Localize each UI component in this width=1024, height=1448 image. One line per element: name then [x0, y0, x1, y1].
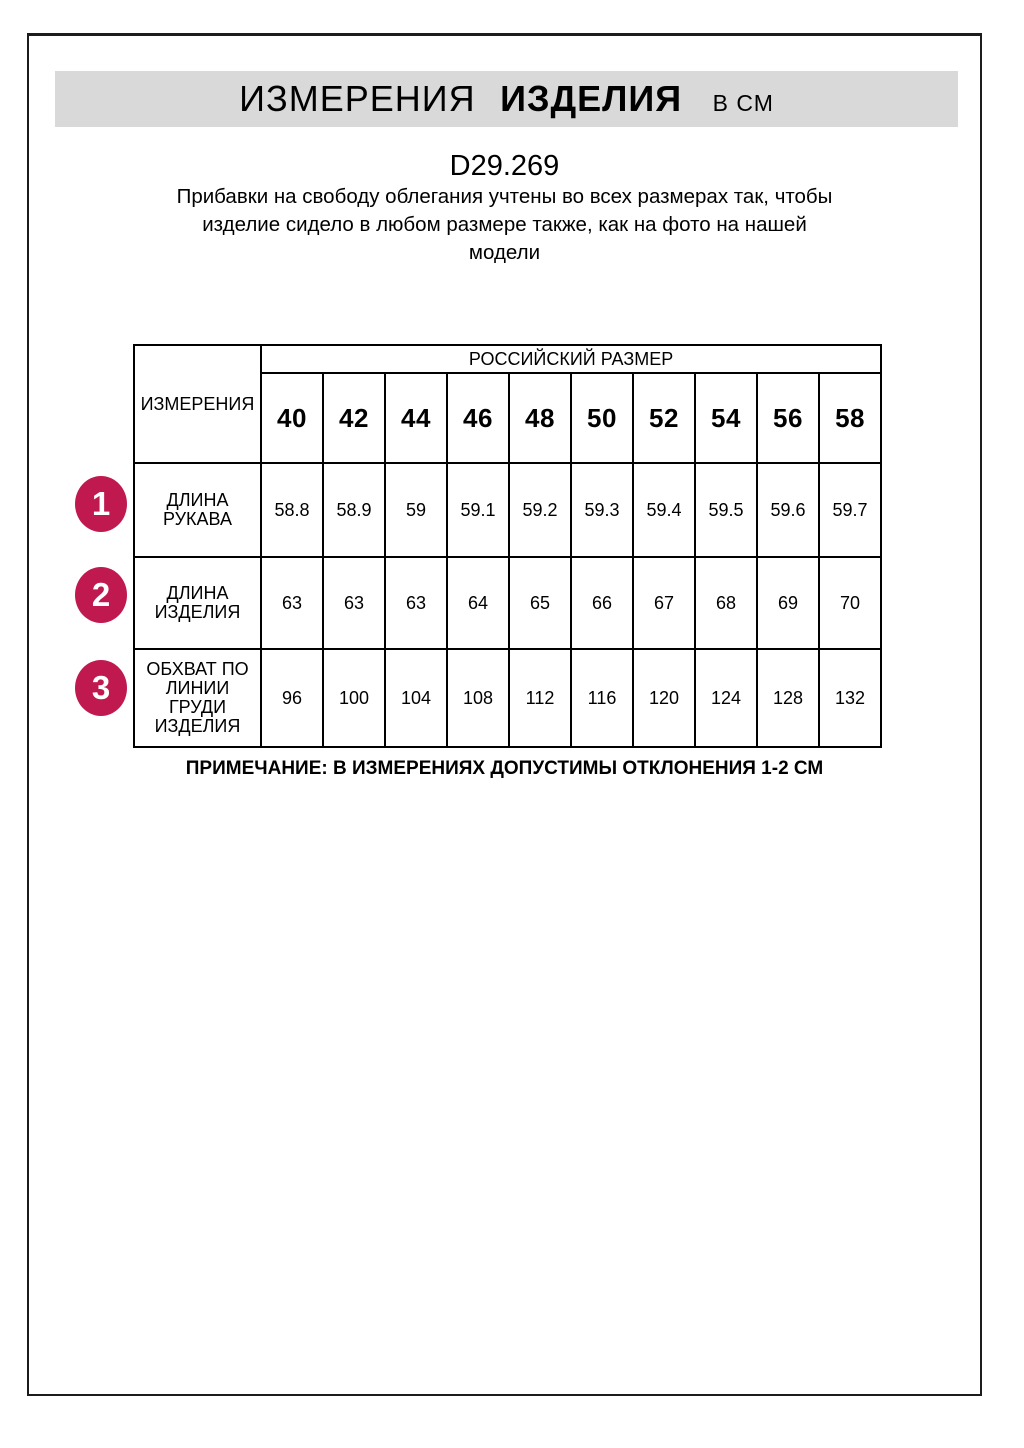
table-row-chest-girth: [134, 649, 881, 747]
value-cell: 116: [571, 649, 633, 747]
value-cell: 63: [261, 557, 323, 649]
size-header-cell: 44: [385, 373, 447, 463]
value-cell: 128: [757, 649, 819, 747]
model-number: D29.269: [449, 150, 560, 182]
value-cell: 63: [323, 557, 385, 649]
page-border: [27, 33, 982, 1396]
value-cell: 59: [385, 463, 447, 557]
value-cell: 70: [819, 557, 881, 649]
value-cell: 64: [447, 557, 509, 649]
page-title-word2: ИЗДЕЛИЯ: [500, 78, 683, 119]
size-header-cell: 46: [447, 373, 509, 463]
page-title-unit: В СМ: [712, 90, 774, 116]
row-label-cell: ДЛИНА ИЗДЕЛИЯ: [134, 557, 261, 649]
title-band: [55, 71, 958, 127]
value-cell: 67: [633, 557, 695, 649]
size-header-cell: 48: [509, 373, 571, 463]
table-row-group-header: [134, 345, 881, 373]
value-cell: 112: [509, 649, 571, 747]
value-cell: 108: [447, 649, 509, 747]
group-header-cell: РОССИЙСКИЙ РАЗМЕР: [261, 345, 881, 373]
value-cell: 58.8: [261, 463, 323, 557]
value-cell: 66: [571, 557, 633, 649]
row-number-badge-3: 3: [75, 660, 127, 716]
row-label-cell: ДЛИНА РУКАВА: [134, 463, 261, 557]
page-title-word1: ИЗМЕРЕНИЯ: [239, 78, 476, 119]
size-header-cell: 52: [633, 373, 695, 463]
value-cell: 59.4: [633, 463, 695, 557]
value-cell: 59.1: [447, 463, 509, 557]
value-cell: 59.5: [695, 463, 757, 557]
tolerance-note: ПРИМЕЧАНИЕ: В ИЗМЕРЕНИЯХ ДОПУСТИМЫ ОТКЛОНЕНИЯ 1-2 СМ: [185, 758, 824, 779]
value-cell: 65: [509, 557, 571, 649]
value-cell: 59.6: [757, 463, 819, 557]
size-header-cell: 56: [757, 373, 819, 463]
value-cell: 120: [633, 649, 695, 747]
size-header-cell: 42: [323, 373, 385, 463]
value-cell: 59.3: [571, 463, 633, 557]
value-cell: 58.9: [323, 463, 385, 557]
fit-description: [29, 183, 980, 267]
value-cell: 104: [385, 649, 447, 747]
table-row-sleeve-length: [134, 463, 881, 557]
fit-description-line: изделие сидело в любом размере также, как на фото на нашей: [202, 213, 807, 236]
row-number-badge-1: 1: [75, 476, 127, 532]
value-cell: 132: [819, 649, 881, 747]
value-cell: 69: [757, 557, 819, 649]
measurements-table: [133, 344, 882, 748]
size-header-cell: 50: [571, 373, 633, 463]
row-label-cell: ОБХВАТ ПО ЛИНИИ ГРУДИ ИЗДЕЛИЯ: [134, 649, 261, 747]
size-header-cell: 40: [261, 373, 323, 463]
size-header-cell: 58: [819, 373, 881, 463]
value-cell: 63: [385, 557, 447, 649]
value-cell: 59.2: [509, 463, 571, 557]
value-cell: 68: [695, 557, 757, 649]
value-cell: 124: [695, 649, 757, 747]
row-number-badge-2: 2: [75, 567, 127, 623]
corner-header-cell: ИЗМЕРЕНИЯ: [134, 345, 261, 463]
size-header-cell: 54: [695, 373, 757, 463]
fit-description-line: Прибавки на свободу облегания учтены во всех размерах так, чтобы: [176, 185, 833, 208]
value-cell: 59.7: [819, 463, 881, 557]
table-row-item-length: [134, 557, 881, 649]
value-cell: 96: [261, 649, 323, 747]
fit-description-line: модели: [468, 241, 541, 264]
value-cell: 100: [323, 649, 385, 747]
